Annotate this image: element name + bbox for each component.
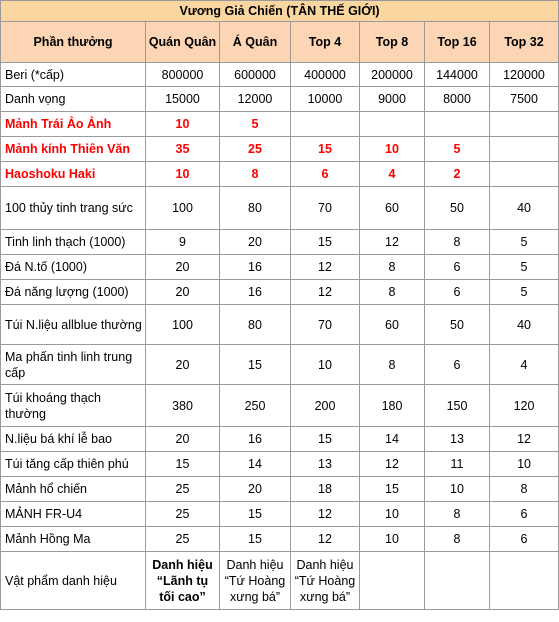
reward-value: 250 [220,385,291,427]
reward-value: 6 [490,527,559,552]
reward-value: 12 [291,527,360,552]
reward-value: 20 [220,230,291,255]
reward-value: 60 [360,187,425,230]
reward-value: 10 [360,137,425,162]
reward-value: 6 [291,162,360,187]
reward-name: Tinh linh thạch (1000) [1,230,146,255]
table-row [1,87,559,112]
reward-name: Mảnh Hồng Ma [1,527,146,552]
reward-value: 600000 [220,63,291,87]
table-row [1,385,559,427]
reward-name: Túi khoáng thạch thường [1,385,146,427]
column-header: Top 8 [360,22,425,63]
title-reward [490,552,559,610]
reward-value: 16 [220,280,291,305]
reward-value: 6 [490,502,559,527]
reward-value: 5 [490,280,559,305]
reward-value: 14 [360,427,425,452]
reward-value: 60 [360,305,425,345]
reward-name: 100 thủy tinh trang sức [1,187,146,230]
table-row [1,63,559,87]
table-row-title-items [1,552,559,610]
reward-value: 15 [291,230,360,255]
reward-value: 144000 [425,63,490,87]
reward-value: 15 [220,527,291,552]
reward-value: 20 [146,280,220,305]
reward-value: 8 [360,345,425,385]
reward-value: 8 [490,477,559,502]
table-row [1,452,559,477]
reward-value: 15 [291,137,360,162]
table-row [1,187,559,230]
reward-value: 5 [425,137,490,162]
reward-name: Mảnh Trái Ảo Ảnh [1,112,146,137]
reward-value: 5 [220,112,291,137]
reward-value: 180 [360,385,425,427]
reward-name: Ma phấn tinh linh trung cấp [1,345,146,385]
reward-value: 5 [490,255,559,280]
reward-value: 16 [220,427,291,452]
table-row [1,502,559,527]
reward-value: 10 [360,502,425,527]
reward-value: 8 [360,255,425,280]
column-header: Phần thưởng [1,22,146,63]
reward-value: 6 [425,345,490,385]
table-body [1,63,559,610]
reward-value: 8 [425,230,490,255]
reward-name: Beri (*cấp) [1,63,146,87]
column-header: Top 16 [425,22,490,63]
reward-value: 8 [425,502,490,527]
reward-value: 12 [291,280,360,305]
reward-value: 100 [146,187,220,230]
table-row [1,162,559,187]
reward-name: Mảnh kính Thiên Văn [1,137,146,162]
reward-value: 15 [146,452,220,477]
title-reward: Danh hiệu “Lãnh tụ tối cao” [146,552,220,610]
reward-value [291,112,360,137]
reward-name: Đá năng lượng (1000) [1,280,146,305]
reward-value: 10 [146,162,220,187]
reward-name: Đá N.tố (1000) [1,255,146,280]
reward-value: 15 [291,427,360,452]
reward-name: Mảnh hổ chiến [1,477,146,502]
reward-value: 10000 [291,87,360,112]
reward-value: 200 [291,385,360,427]
reward-value: 20 [220,477,291,502]
reward-value: 12 [291,255,360,280]
reward-value: 40 [490,187,559,230]
reward-value: 9000 [360,87,425,112]
reward-name: Túi tăng cấp thiên phú [1,452,146,477]
reward-value: 20 [146,427,220,452]
column-header: Á Quân [220,22,291,63]
reward-value: 25 [146,477,220,502]
reward-value: 80 [220,187,291,230]
title-reward [425,552,490,610]
table-row [1,345,559,385]
column-header: Top 4 [291,22,360,63]
reward-value: 8000 [425,87,490,112]
reward-value: 50 [425,187,490,230]
reward-value: 5 [490,230,559,255]
reward-value: 11 [425,452,490,477]
reward-value: 10 [291,345,360,385]
reward-value: 15 [360,477,425,502]
reward-value: 15 [220,345,291,385]
title-reward: Danh hiệu “Tứ Hoàng xưng bá” [220,552,291,610]
reward-value: 50 [425,305,490,345]
table-row [1,230,559,255]
reward-value: 100 [146,305,220,345]
reward-value [490,137,559,162]
reward-value: 40 [490,305,559,345]
reward-value: 16 [220,255,291,280]
column-header: Top 32 [490,22,559,63]
reward-value: 4 [360,162,425,187]
reward-value [490,112,559,137]
reward-name: Danh vọng [1,87,146,112]
reward-value: 10 [490,452,559,477]
reward-value: 120 [490,385,559,427]
reward-value: 8 [360,280,425,305]
reward-value: 13 [291,452,360,477]
reward-value: 12 [360,452,425,477]
reward-value: 380 [146,385,220,427]
reward-value: 25 [220,137,291,162]
reward-value [425,112,490,137]
reward-name: Túi N.liệu allblue thường [1,305,146,345]
title-reward: Danh hiệu “Tứ Hoàng xưng bá” [291,552,360,610]
reward-value: 4 [490,345,559,385]
reward-value [490,162,559,187]
reward-value: 15 [220,502,291,527]
reward-value: 8 [425,527,490,552]
reward-value: 8 [220,162,291,187]
reward-value: 800000 [146,63,220,87]
reward-value: 7500 [490,87,559,112]
reward-value: 12000 [220,87,291,112]
reward-value [360,112,425,137]
reward-value: 20 [146,255,220,280]
reward-name: Vật phẩm danh hiệu [1,552,146,610]
reward-value: 6 [425,255,490,280]
reward-value: 150 [425,385,490,427]
table-row [1,477,559,502]
reward-value: 12 [360,230,425,255]
reward-value: 35 [146,137,220,162]
table-row [1,305,559,345]
title-reward [360,552,425,610]
reward-value: 2 [425,162,490,187]
reward-value: 10 [425,477,490,502]
table-row [1,112,559,137]
column-header: Quán Quân [146,22,220,63]
reward-value: 13 [425,427,490,452]
reward-value: 70 [291,187,360,230]
reward-value: 120000 [490,63,559,87]
reward-value: 9 [146,230,220,255]
reward-value: 400000 [291,63,360,87]
reward-value: 6 [425,280,490,305]
reward-value: 18 [291,477,360,502]
reward-name: MẢNH FR-U4 [1,502,146,527]
reward-value: 25 [146,502,220,527]
reward-value: 12 [490,427,559,452]
reward-value: 12 [291,502,360,527]
header-row [1,22,559,63]
reward-value: 14 [220,452,291,477]
reward-value: 200000 [360,63,425,87]
table-row [1,427,559,452]
reward-name: N.liệu bá khí lễ bao [1,427,146,452]
reward-value: 20 [146,345,220,385]
reward-name: Haoshoku Haki [1,162,146,187]
table-row [1,527,559,552]
reward-value: 10 [360,527,425,552]
table-row [1,255,559,280]
table-title: Vương Giả Chiến (TÂN THẾ GIỚI) [1,1,559,22]
table-row [1,280,559,305]
reward-value: 80 [220,305,291,345]
reward-value: 25 [146,527,220,552]
reward-value: 15000 [146,87,220,112]
reward-value: 70 [291,305,360,345]
table-row [1,137,559,162]
reward-value: 10 [146,112,220,137]
